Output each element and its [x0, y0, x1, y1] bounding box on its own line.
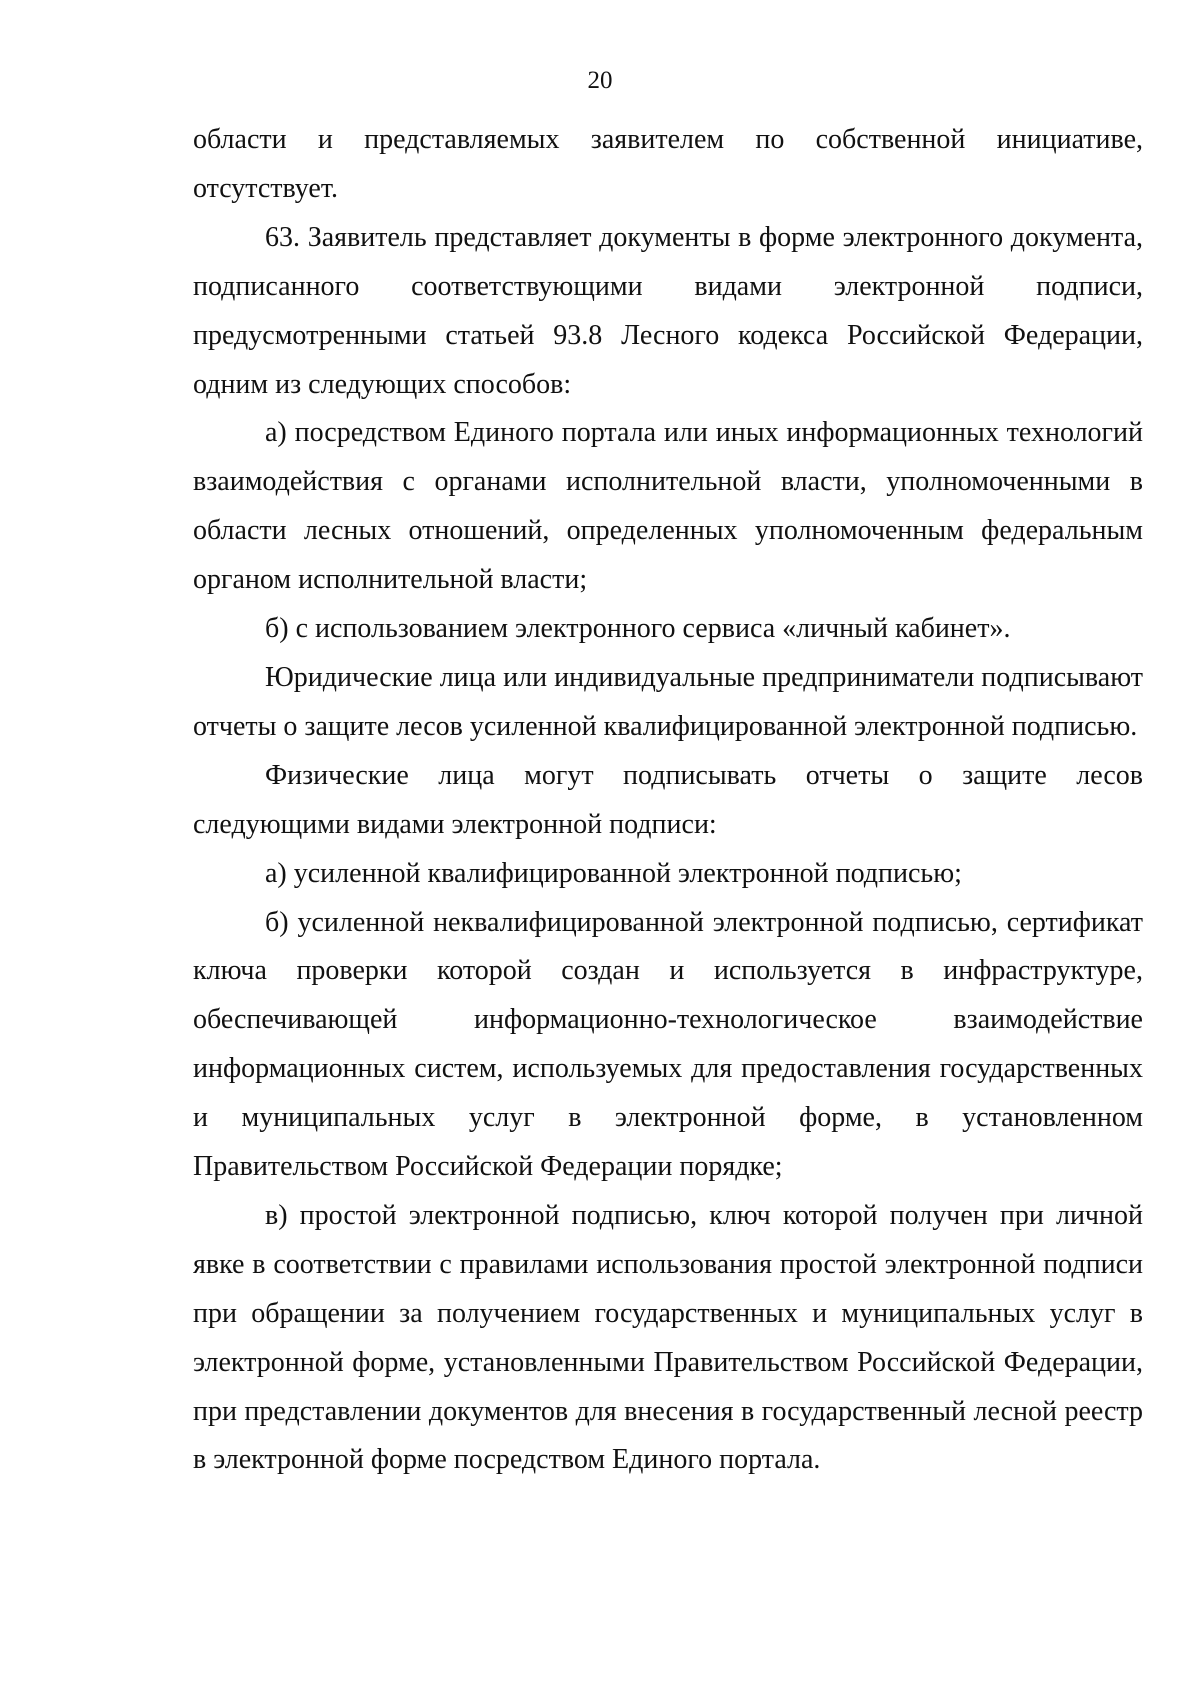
paragraph-legal-entities: Юридические лица или индивидуальные предприниматели подписывают отчеты о защите лесов усиленной квалифицированной электронной подписью.: [193, 661, 1143, 742]
paragraph-continuation: области и представляемых заявителем по собственной инициативе, отсутствует.: [193, 124, 1143, 204]
paragraph-individuals: Физические лица могут подписывать отчеты о защите лесов следующими видами электронной подписи:: [193, 759, 1143, 840]
paragraph-item-v-simple: в) простой электронной подписью, ключ которой получен при личной явке в соответствии с правилами использования простой электронной подписи при обращении за получением государственных и муниципальных услуг в электронной форме, установленными Правительством Российской Федерации, при представлении документов для внесения в государственный лесной реестр в электронной форме посредством Единого портала.: [193, 1199, 1143, 1476]
page-number: 20: [587, 67, 613, 94]
paragraph-item-a-portal: а) посредством Единого портала или иных информационных технологий взаимодействия с органами исполнительной власти, уполномоченными в области лесных отношений, определенных уполномоченным федеральным органом исполнительной власти;: [193, 417, 1143, 596]
paragraph-63: 63. Заявитель представляет документы в форме электронного документа, подписанного соответствующими видами электронной подписи, предусмотренными статьей 93.8 Лесного кодекса Российской Федерации, одним из следующих способов:: [193, 221, 1143, 400]
document-body: [193, 116, 1143, 1485]
paragraph-item-b-cabinet: б) с использованием электронного сервиса «личный кабинет».: [265, 613, 1011, 645]
paragraph-item-b-unqualified: б) усиленной неквалифицированной электронной подписью, сертификат ключа проверки которой создан и используется в инфраструктуре, обеспечивающей информационно-технологическое взаимодействие информационных систем, используемых для предоставления государственных и муниципальных услуг в электронной форме, в установленном Правительством Российской Федерации порядке;: [193, 906, 1143, 1183]
paragraph-item-a-qualified: а) усиленной квалифицированной электронной подписью;: [265, 857, 962, 889]
